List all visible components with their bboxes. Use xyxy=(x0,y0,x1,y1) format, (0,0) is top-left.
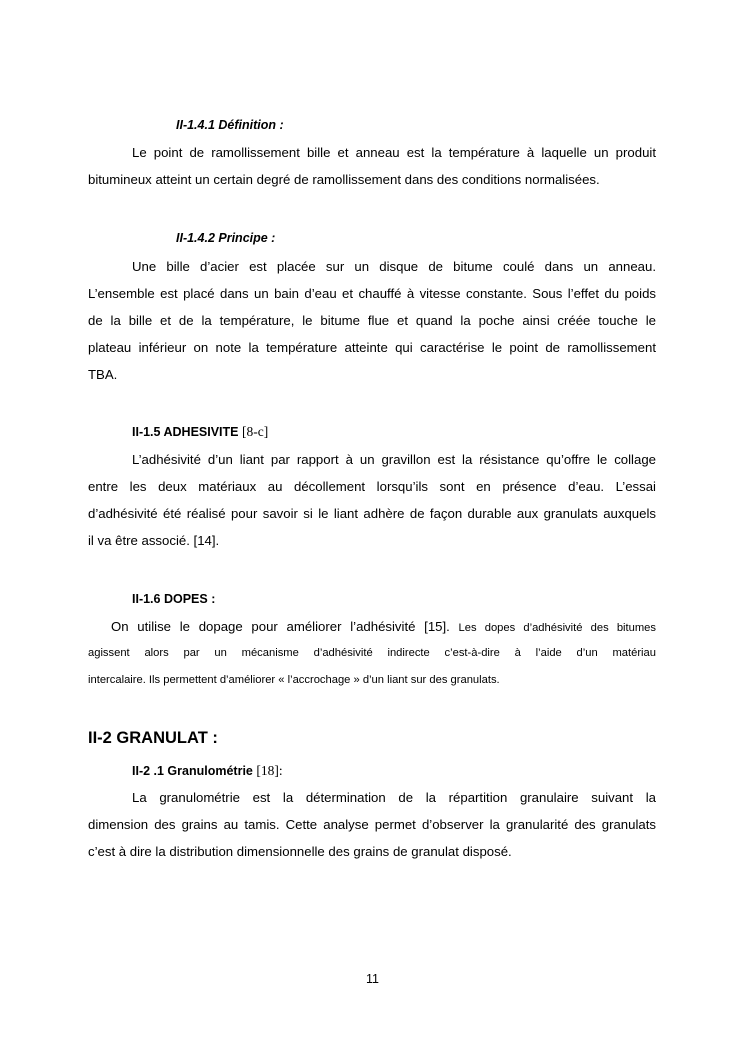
paragraph-line: L’ensemble est placé dans un bain d’eau et chauffé à vitesse constante. Sous l’effet du poids xyxy=(88,286,656,301)
heading-definition: II-1.4.1 Définition : xyxy=(176,118,284,132)
paragraph-line: La granulométrie est la détermination de la répartition granulaire suivant la xyxy=(132,790,656,805)
heading-granulometrie xyxy=(132,763,283,779)
paragraph-line: Une bille d’acier est placée sur un disque de bitume coulé dans un anneau. xyxy=(132,259,656,274)
heading-principe: II-1.4.2 Principe : xyxy=(176,231,276,245)
citation-ref: [18]: xyxy=(256,763,283,778)
paragraph-line: entre les deux matériaux au décollement lorsqu’ils sont en présence d’eau. L’essai xyxy=(88,479,656,494)
paragraph-dopes xyxy=(88,613,656,694)
dopes-main-text: On utilise le dopage pour améliorer l’adhésivité [15]. xyxy=(111,619,450,634)
paragraph-line: agissent alors par un mécanisme d’adhésivité indirecte c’est-à-dire à l’aide d’un matériau xyxy=(88,647,656,659)
heading-dopes: II-1.6 DOPES : xyxy=(132,592,216,606)
paragraph-line: TBA. xyxy=(88,367,118,382)
paragraph-line: dimension des grains au tamis. Cette analyse permet d’observer la granularité des granulats xyxy=(88,817,656,832)
heading-granulat: II-2 GRANULAT : xyxy=(88,729,218,747)
paragraph-line: il va être associé. [14]. xyxy=(88,533,220,548)
paragraph-line: bitumineux atteint un certain degré de ramollissement dans des conditions normalisées. xyxy=(88,172,600,187)
paragraph-line: intercalaire. Ils permettent d’améliorer « l’accrochage » d’un liant sur des granulats. xyxy=(88,674,500,686)
paragraph-granulometrie xyxy=(88,784,656,865)
paragraph-line xyxy=(88,613,656,640)
citation-ref: [8-c] xyxy=(242,424,269,439)
paragraph-line: L’adhésivité d’un liant par rapport à un gravillon est la résistance qu’offre le collage xyxy=(132,452,656,467)
page-number: 11 xyxy=(366,972,379,986)
paragraph-line: c’est à dire la distribution dimensionnelle des grains de granulat disposé. xyxy=(88,844,512,859)
paragraph-line: de la bille et de la température, le bitume flue et quand la poche ainsi créée touche le xyxy=(88,313,656,328)
paragraph-line: plateau inférieur on note la température atteinte qui caractérise le point de ramollissement xyxy=(88,340,656,355)
heading-granulometrie-text: II-2 .1 Granulométrie xyxy=(132,764,253,778)
heading-adhesivite-text: II-1.5 ADHESIVITE xyxy=(132,425,239,439)
paragraph-line: Le point de ramollissement bille et anneau est la température à laquelle un produit xyxy=(132,145,656,160)
paragraph-principe xyxy=(88,253,656,388)
paragraph-definition xyxy=(88,139,656,193)
heading-adhesivite xyxy=(132,424,268,440)
paragraph-adhesivite xyxy=(88,446,656,554)
paragraph-line: d’adhésivité été réalisé pour savoir si le liant adhère de façon durable aux granulats auxquels xyxy=(88,506,656,521)
dopes-small-text: Les dopes d’adhésivité des bitumes xyxy=(458,622,656,634)
